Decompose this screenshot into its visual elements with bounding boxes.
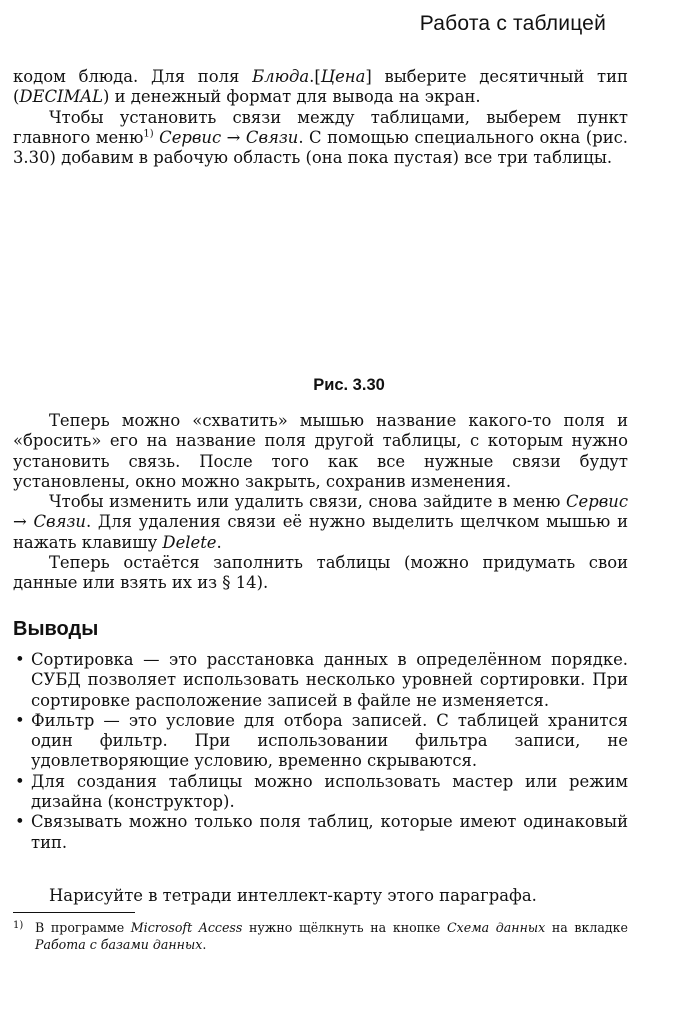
intro-text — [13, 67, 628, 168]
paragraph-fill-tables: Теперь остаётся заполнить таблицы (можно придумать свои данные или взять их из § 14). — [13, 553, 628, 593]
bullet-icon: • — [15, 771, 25, 791]
conclusion-item: • Для создания таблицы можно использовать мастер или режим дизайна (конструктор). — [15, 771, 628, 812]
bullet-icon: • — [15, 812, 25, 832]
footnote-marker: 1) — [13, 920, 24, 931]
after-figure-text — [13, 411, 628, 594]
bullet-icon: • — [15, 650, 25, 669]
conclusion-item: • Связывать можно только поля таблиц, которые имеют одинаковый тип. — [15, 812, 628, 852]
menu-arrow-icon: → — [226, 127, 241, 147]
assignment-text: Нарисуйте в тетради интеллект-карту этого параграфа. — [49, 886, 537, 905]
conclusion-item: • Фильтр — это условие для отбора записей. С таблицей хранится один фильтр. При использовании фильтра записи, не удовлетворяющие условию, временно скрываются. — [15, 710, 628, 771]
paragraph-edit-relations: Чтобы изменить или удалить связи, снова зайдите в меню Сервис → Связи. Для удаления связи её нужно выделить щелчком мышью и нажать клавишу Delete. — [13, 492, 629, 552]
footnote-text: В программе Microsoft Access нужно щёлкнуть на кнопке Схема данных на вкладке Работа с базами данных. — [35, 920, 628, 952]
running-header: Работа с таблицей — [419, 12, 606, 35]
footnote — [13, 919, 628, 953]
paragraph-set-relations: Чтобы установить связи между таблицами, выберем пункт главного меню$^{1)}$ Сервис → Связи. С помощью специального окна (рис. 3.30) добавим в рабочую область (она пока пустая) все три таблицы. — [13, 107, 629, 168]
paragraph-drag-fields: Теперь можно «схватить» мышью название какого-то поля и «бросить» его на название поля другой таблицы, с которым нужно установить связь. После того как все нужные связи будут установлены, окно можно закрыть, сохранив изменения. — [13, 411, 628, 491]
section-heading-conclusions: Выводы — [13, 618, 99, 640]
bullet-icon: • — [15, 710, 25, 730]
figure-caption: Рис. 3.30 — [313, 376, 385, 394]
menu-arrow-icon: → — [13, 512, 27, 532]
footnote-divider — [13, 912, 135, 913]
paragraph-field-format: кодом блюда. Для поля Блюда.[Цена] выберите десятичный тип (DECIMAL) и денежный формат для вывода на экран. — [13, 67, 628, 107]
footnote-reference: 1) — [143, 128, 154, 140]
conclusions-list — [13, 650, 628, 853]
conclusion-item: • Сортировка — это расстановка данных в определённом порядке. СУБД позволяет использовать несколько уровней сортировки. При сортировке расположение записей в файле не изменяется. — [15, 650, 628, 710]
